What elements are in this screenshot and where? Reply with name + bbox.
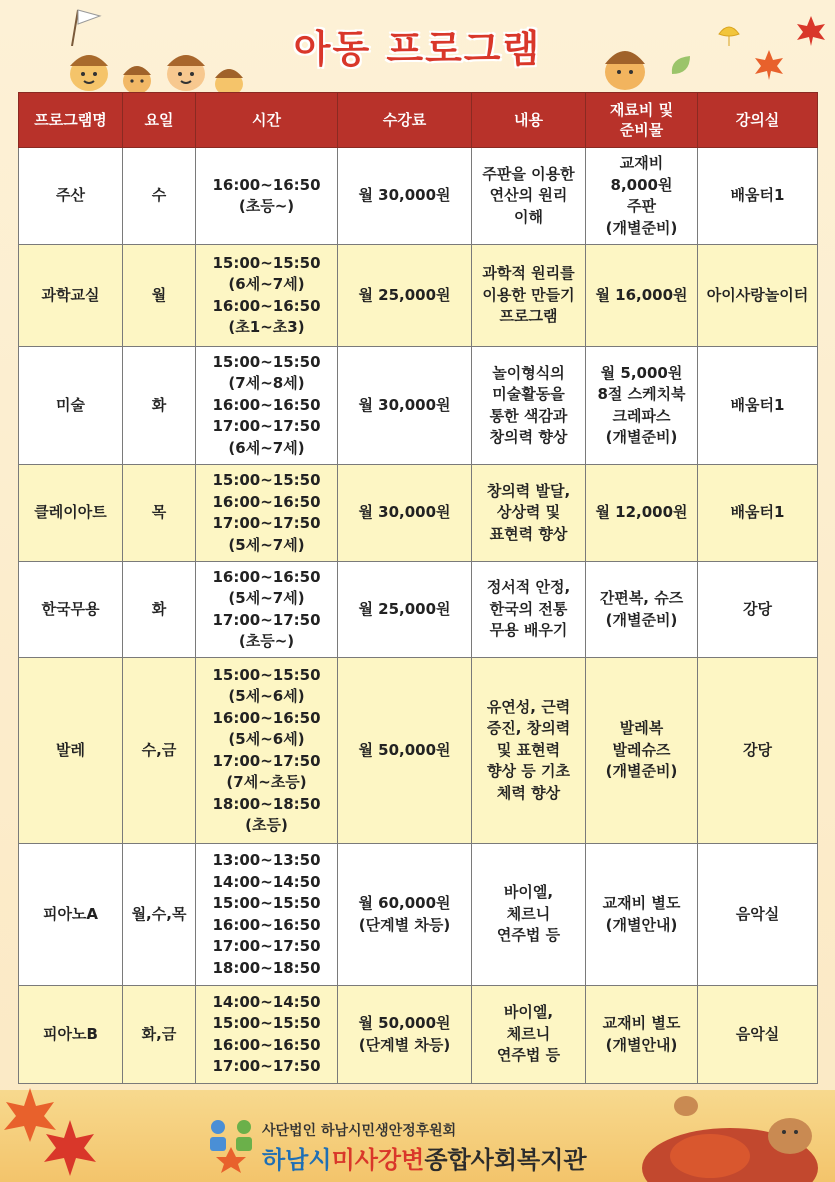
program-content: 유연성, 근력 증진, 창의력 및 표현력 향상 등 기초 체력 향상 — [472, 658, 586, 844]
program-time: 14:00~14:50 15:00~15:50 16:00~16:50 17:00~17:50 — [196, 986, 338, 1084]
program-day: 화 — [123, 562, 196, 658]
program-room: 음악실 — [698, 844, 818, 986]
table-row — [19, 844, 818, 986]
program-materials: 교재비 별도 (개별안내) — [586, 986, 698, 1084]
header-program-name: 프로그램명 — [19, 93, 123, 148]
program-time: 15:00~15:50 16:00~16:50 17:00~17:50 (5세~7세) — [196, 465, 338, 562]
program-day: 월,수,목 — [123, 844, 196, 986]
program-time: 15:00~15:50 (5세~6세) 16:00~16:50 (5세~6세) 17:00~17:50 (7세~초등) 18:00~18:50 (초등) — [196, 658, 338, 844]
table-row — [19, 465, 818, 562]
program-name: 과학교실 — [19, 245, 123, 347]
program-fee: 월 30,000원 — [338, 148, 472, 245]
program-content: 정서적 안정, 한국의 전통 무용 배우기 — [472, 562, 586, 658]
program-name: 발레 — [19, 658, 123, 844]
program-materials: 교재비 8,000원 주판 (개별준비) — [586, 148, 698, 245]
page-title: 아동 프로그램 — [293, 27, 542, 71]
program-room: 배움터1 — [698, 347, 818, 465]
program-time: 15:00~15:50 (6세~7세) 16:00~16:50 (초1~초3) — [196, 245, 338, 347]
program-materials: 발레복 발레슈즈 (개별준비) — [586, 658, 698, 844]
program-materials: 간편복, 슈즈 (개별준비) — [586, 562, 698, 658]
program-time: 15:00~15:50 (7세~8세) 16:00~16:50 17:00~17:50 (6세~7세) — [196, 347, 338, 465]
welfare-center-logo-icon — [206, 1117, 256, 1173]
program-name: 미술 — [19, 347, 123, 465]
program-day: 월 — [123, 245, 196, 347]
program-fee: 월 60,000원 (단계별 차등) — [338, 844, 472, 986]
program-room: 음악실 — [698, 986, 818, 1084]
table-row — [19, 148, 818, 245]
table-row — [19, 658, 818, 844]
program-fee: 월 25,000원 — [338, 245, 472, 347]
program-day: 화,금 — [123, 986, 196, 1084]
program-materials: 월 12,000원 — [586, 465, 698, 562]
program-name: 피아노A — [19, 844, 123, 986]
header-day: 요일 — [123, 93, 196, 148]
program-fee: 월 50,000원 — [338, 658, 472, 844]
program-fee: 월 50,000원 (단계별 차등) — [338, 986, 472, 1084]
footer-subtitle: 사단법인 하남시민생안정후원회 — [262, 1123, 457, 1139]
program-content: 창의력 발달, 상상력 및 표현력 향상 — [472, 465, 586, 562]
program-room: 아이사랑놀이터 — [698, 245, 818, 347]
program-content: 과학적 원리를 이용한 만들기 프로그램 — [472, 245, 586, 347]
org-name-part3: 종합사회복지관 — [424, 1146, 587, 1174]
table-row — [19, 986, 818, 1084]
program-content: 바이엘, 체르니 연주법 등 — [472, 844, 586, 986]
program-materials: 월 16,000원 — [586, 245, 698, 347]
program-content: 놀이형식의 미술활동을 통한 색감과 창의력 향상 — [472, 347, 586, 465]
program-time: 13:00~13:50 14:00~14:50 15:00~15:50 16:00~16:50 17:00~17:50 18:00~18:50 — [196, 844, 338, 986]
program-name: 클레이아트 — [19, 465, 123, 562]
maple-leaves-icon — [0, 1080, 110, 1182]
program-day: 수 — [123, 148, 196, 245]
program-room: 강당 — [698, 562, 818, 658]
program-day: 수,금 — [123, 658, 196, 844]
program-fee: 월 30,000원 — [338, 347, 472, 465]
org-name-part2: 미사강변 — [331, 1146, 425, 1174]
table-row — [19, 245, 818, 347]
footer-org-name — [262, 1140, 587, 1175]
program-room: 강당 — [698, 658, 818, 844]
org-name-part1: 하남시 — [262, 1146, 332, 1174]
header-materials: 재료비 및 준비물 — [586, 93, 698, 148]
program-name: 피아노B — [19, 986, 123, 1084]
program-fee: 월 30,000원 — [338, 465, 472, 562]
table-row — [19, 347, 818, 465]
program-room: 배움터1 — [698, 465, 818, 562]
program-time: 16:00~16:50 (초등~) — [196, 148, 338, 245]
program-name: 주산 — [19, 148, 123, 245]
squirrel-leaf-pile-icon — [640, 1090, 830, 1182]
program-name: 한국무용 — [19, 562, 123, 658]
header-content: 내용 — [472, 93, 586, 148]
table-header-row — [19, 93, 818, 148]
header-room: 강의실 — [698, 93, 818, 148]
program-day: 화 — [123, 347, 196, 465]
header-fee: 수강료 — [338, 93, 472, 148]
program-time: 16:00~16:50 (5세~7세) 17:00~17:50 (초등~) — [196, 562, 338, 658]
table-row — [19, 562, 818, 658]
program-day: 목 — [123, 465, 196, 562]
program-materials: 교재비 별도 (개별안내) — [586, 844, 698, 986]
program-content: 바이엘, 체르니 연주법 등 — [472, 986, 586, 1084]
program-materials: 월 5,000원 8절 스케치북 크레파스 (개별준비) — [586, 347, 698, 465]
program-table — [18, 92, 818, 1084]
program-fee: 월 25,000원 — [338, 562, 472, 658]
header-time: 시간 — [196, 93, 338, 148]
program-room: 배움터1 — [698, 148, 818, 245]
program-content: 주판을 이용한 연산의 원리 이해 — [472, 148, 586, 245]
